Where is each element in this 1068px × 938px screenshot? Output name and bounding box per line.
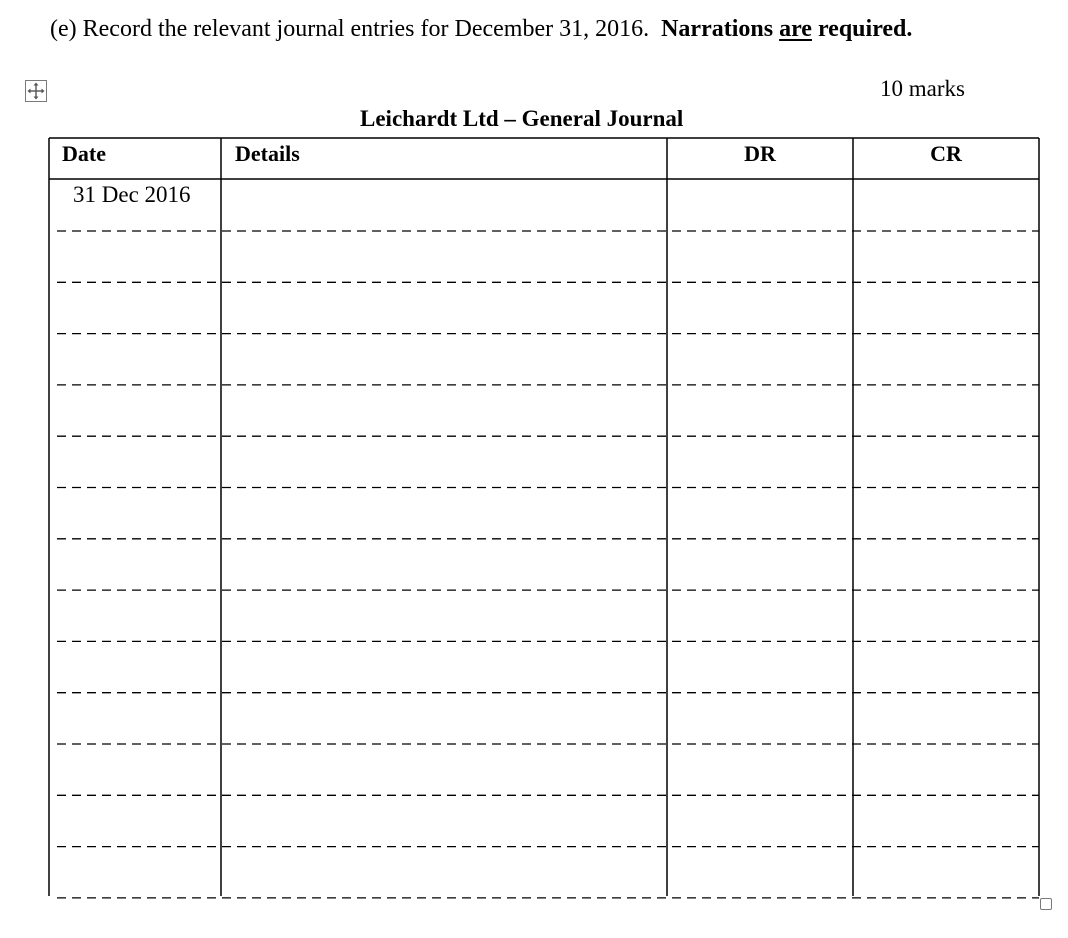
instruction-emphasis-are: are [779, 16, 812, 42]
instruction-text: (e) Record the relevant journal entries for December 31, 2016. [50, 16, 650, 42]
journal-row-dividers [57, 231, 1039, 898]
move-arrows-icon[interactable] [25, 80, 47, 102]
marks-label: 10 marks [880, 76, 965, 101]
journal-title: Leichardt Ltd – General Journal [360, 106, 684, 131]
instruction-emphasis-narrations: Narrations [661, 16, 774, 42]
resize-square-icon[interactable] [1040, 898, 1052, 910]
entry-date-cell[interactable]: 31 Dec 2016 [73, 182, 191, 207]
column-header-dr: DR [744, 141, 776, 166]
instruction-emphasis-required: required. [817, 16, 913, 42]
column-header-cr: CR [930, 141, 962, 166]
journal-table-borders [49, 138, 1039, 896]
column-header-date: Date [62, 141, 106, 166]
column-header-details: Details [235, 141, 300, 166]
question-instruction [50, 14, 912, 44]
